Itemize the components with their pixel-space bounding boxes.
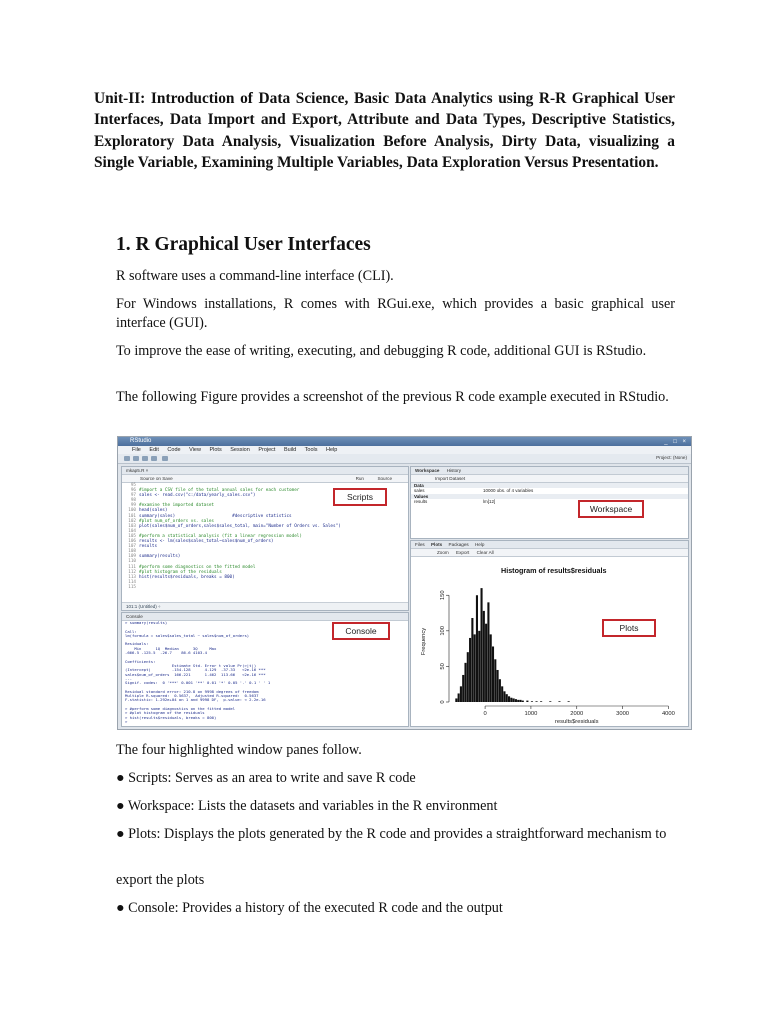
histogram-bar (471, 618, 473, 702)
histogram-bar (540, 701, 542, 702)
histogram-chart (411, 577, 686, 724)
histogram-bar (464, 663, 466, 702)
tab-plots: Plots (430, 542, 443, 547)
line-number: 110 (128, 559, 136, 565)
console-line: > #perform some diagnostics on the fitted model (125, 705, 236, 711)
workspace-values-row (411, 499, 688, 505)
console-line: Call: (125, 628, 137, 634)
unit-label: Unit-II: (94, 90, 146, 107)
code-text: #import a CSV file of the total annual sales for each customer (139, 488, 300, 494)
menu-file: File (132, 447, 141, 453)
histogram-bar (508, 696, 510, 702)
script-tab: mkap5.R × (122, 467, 408, 475)
histogram-bar (487, 602, 489, 702)
source-button: Source (377, 476, 392, 481)
panes-intro: The four highlighted window panes follow. (116, 742, 362, 758)
line-number: 114 (128, 579, 136, 585)
window-buttons: _ □ × (664, 439, 688, 445)
clear-all-button: Clear All (476, 550, 494, 555)
data-row-name: sales (414, 488, 425, 493)
console-line: Coefficients: (125, 658, 156, 664)
tab-help: Help (474, 542, 485, 547)
console-line: sales$num_of_orders 166.221 1.462 113.66 <2e-16 *** (125, 671, 266, 677)
histogram-bar (549, 701, 551, 702)
bullet-workspace: ● Workspace: Lists the datasets and variables in the R environment (116, 798, 498, 814)
console-line: -666.5 -125.5 -26.7 86.6 4103.4 (125, 650, 207, 656)
y-tick-label: 100 (440, 625, 446, 636)
histogram-bar (519, 700, 521, 702)
x-axis-label: results$residuals (555, 719, 599, 724)
values-row-name: results (414, 499, 428, 504)
code-text: results (139, 544, 158, 550)
line-number: 103 (128, 523, 136, 529)
line-number: 99 (130, 503, 136, 509)
histogram-bar (531, 701, 533, 702)
line-number: 95 (130, 483, 136, 488)
histogram-bar (478, 631, 480, 702)
code-text: sales <- read.csv("c:/data/yearly_sales.csv") (139, 493, 256, 499)
histogram-bar (460, 686, 462, 702)
unit-heading (94, 88, 675, 173)
zoom-button: Zoom (437, 550, 449, 555)
paragraph-rgui: For Windows installations, R comes with RGui.exe, which provides a basic graphical user interface (GUI). (116, 296, 675, 331)
console-line: Residuals: (125, 641, 149, 647)
script-line (122, 585, 408, 590)
paragraph-rstudio: To improve the ease of writing, executing, and debugging R code, additional GUI is RStudio. (116, 343, 647, 359)
code-text: hist(results$residuals, breaks = 800) (139, 574, 235, 580)
tab-files: Files (415, 542, 425, 547)
plot-toolbar (411, 549, 688, 557)
console-line: > #plot histogram of the residuals (125, 710, 205, 716)
menu-edit: Edit (149, 447, 159, 453)
console-line: F-statistic: 1.292e+04 on 1 and 9998 DF, p-value: < 2.2e-16 (125, 697, 266, 703)
histogram-bar (494, 659, 496, 702)
histogram-bar (458, 693, 460, 702)
tab-packages: Packages (448, 542, 469, 547)
console-line: > hist(results$residuals, breaks = 800) (125, 714, 217, 720)
import-dataset-button: Import Dataset (435, 476, 466, 481)
workspace-tabs (411, 467, 688, 475)
paragraph-figure-intro: The following Figure provides a screenshot of the previous R code example executed in RStudio. (116, 389, 669, 405)
code-text: #plot num_of_orders vs. sales (139, 518, 215, 524)
console-line: Signif. codes: 0 '***' 0.001 '**' 0.01 '*' 0.05 '.' 0.1 ' ' 1 (125, 680, 271, 686)
y-tick-label: 150 (440, 590, 446, 601)
callout-scripts: Scripts (333, 488, 387, 506)
histogram-bar (476, 595, 478, 702)
console-line: (Intercept) -154.128 4.129 -37.33 <2e-16 *** (125, 667, 266, 673)
y-tick-label: 0 (440, 700, 446, 704)
line-number: 111 (128, 564, 136, 570)
run-button: Run (355, 476, 364, 481)
x-tick-label: 1000 (524, 711, 538, 717)
console-line: Estimate Std. Error t value Pr(>|t|) (125, 662, 257, 668)
line-number: 98 (130, 498, 136, 504)
histogram-bar (510, 698, 512, 702)
workspace-values-header: Values (411, 494, 688, 499)
histogram-bar (455, 698, 457, 702)
histogram-bar (483, 611, 485, 702)
histogram-bar (499, 679, 501, 702)
script-toolbar (122, 475, 408, 483)
code-text: results <- lm(sales$sales_total~sales$num_of_orders) (139, 539, 274, 545)
bullet-plots-continuation: export the plots (116, 872, 205, 888)
save-icon (142, 456, 148, 461)
histogram-bar (522, 701, 524, 702)
console-line: > summary(results) (125, 620, 168, 625)
callout-plots: Plots (602, 619, 656, 637)
y-axis-label: Frequency (421, 627, 427, 656)
x-tick-label: 0 (483, 711, 487, 717)
histogram-bar (568, 701, 570, 702)
line-number: 100 (128, 508, 136, 514)
histogram-bar (513, 698, 515, 702)
menu-bar (118, 446, 691, 454)
code-text: summary(sales) #descriptive statistics (139, 513, 292, 519)
save-all-icon (151, 456, 157, 461)
x-tick-label: 3000 (616, 711, 630, 717)
source-on-save: Source on Save (140, 476, 173, 481)
line-number: 106 (128, 539, 136, 545)
code-text: #perform a statistical analysis (fit a linear regression model) (139, 533, 302, 539)
section-title: 1. R Graphical User Interfaces (116, 234, 371, 255)
console-line: Residual standard error: 210.8 on 9998 degrees of freedom (125, 688, 259, 694)
code-text: head(sales) (139, 508, 168, 514)
menu-code: Code (167, 447, 181, 453)
export-button: Export (456, 550, 470, 555)
histogram-bar (490, 634, 492, 702)
menu-plots: Plots (209, 447, 222, 453)
histogram-bar (506, 694, 508, 702)
y-tick-label: 50 (440, 663, 446, 670)
line-number: 109 (128, 554, 136, 560)
console-line: --- (125, 675, 133, 681)
menu-view: View (189, 447, 201, 453)
workspace-pane (410, 466, 689, 539)
console-line: > (125, 718, 128, 724)
histogram-bar (515, 699, 517, 702)
histogram-bar (501, 686, 503, 702)
code-text: plot(sales$num_of_orders,sales$sales_total, main="Number of Orders vs. Sales") (139, 523, 341, 529)
console-line: Multiple R-squared: 0.5637, Adjusted R-squared: 0.5637 (125, 693, 259, 699)
workspace-data-header: Data (411, 483, 688, 488)
code-text: #examine the imported dataset (139, 503, 215, 509)
histogram-bar (467, 652, 469, 702)
x-tick-label: 4000 (661, 711, 675, 717)
menu-session: Session (230, 447, 250, 453)
main-toolbar (118, 454, 691, 464)
callout-console: Console (332, 622, 390, 640)
line-number: 107 (128, 544, 136, 550)
line-number: 108 (128, 549, 136, 555)
histogram-bar (469, 638, 471, 702)
window-titlebar (118, 437, 691, 446)
histogram-bar (497, 670, 499, 702)
histogram-bar (517, 700, 519, 702)
console-tab: Console (122, 613, 408, 621)
workspace-toolbar (411, 475, 688, 483)
project-label: Project: (None) (656, 455, 687, 460)
menu-project: Project (258, 447, 276, 453)
values-row-value: lm[12] (483, 499, 496, 504)
code-text: #plot histogram of the residuals (139, 569, 222, 575)
line-number: 102 (128, 518, 136, 524)
line-number: 97 (130, 493, 136, 499)
line-number: 104 (128, 528, 136, 534)
histogram-bar (474, 634, 476, 702)
open-file-icon (133, 456, 139, 461)
unit-topics: Introduction of Data Science, Basic Data Analytics using R-R Graphical User Interfaces, Data Import and Export, Attribute and Data Types, Descriptive Statistics, Exploratory Data Analysis, Visualization Before Analysis, Dirty Data, visualizing a Single Variable, Examining Multiple Variables, Data Exploration Versus Presentation. (94, 90, 675, 171)
histogram-bar (485, 624, 487, 702)
rstudio-screenshot (117, 436, 692, 730)
new-file-icon (124, 456, 130, 461)
line-number: 96 (130, 488, 136, 494)
histogram-bar (492, 646, 494, 702)
line-number: 112 (128, 569, 136, 575)
callout-workspace: Workspace (578, 500, 644, 518)
line-number: 113 (128, 574, 136, 580)
print-icon (162, 456, 168, 461)
console-line: lm(formula = sales$sales_total ~ sales$num_of_orders) (125, 632, 250, 638)
x-tick-label: 2000 (570, 711, 584, 717)
tab-history: History (446, 468, 462, 473)
bullet-plots: ● Plots: Displays the plots generated by the R code and provides a straightforward mechanism to (116, 826, 667, 842)
code-text: summary(results) (139, 554, 181, 560)
console-line: Min 1Q Median 3Q Max (125, 645, 217, 651)
histogram-title: Histogram of results$residuals (501, 566, 607, 575)
menu-help: Help (326, 447, 338, 453)
menu-tools: Tools (304, 447, 318, 453)
histogram-bar (481, 588, 483, 702)
menu-build: Build (284, 447, 297, 453)
bullet-scripts: ● Scripts: Serves as an area to write and save R code (116, 770, 416, 786)
line-number: 105 (128, 533, 136, 539)
paragraph-cli: R software uses a command-line interface (CLI). (116, 268, 394, 284)
histogram-bar (536, 701, 538, 702)
code-text: #perform some diagnostics on the fitted model (139, 564, 256, 570)
line-number: 101 (128, 513, 136, 519)
line-number: 115 (128, 584, 136, 590)
window-title: RStudio (130, 438, 152, 444)
tab-workspace: Workspace (415, 468, 440, 473)
bullet-console: ● Console: Provides a history of the executed R code and the output (116, 900, 503, 916)
histogram-bar (526, 701, 528, 702)
workspace-data-row (411, 488, 688, 494)
workspace-list (411, 483, 688, 505)
plot-tabs (411, 541, 688, 549)
histogram-bar (462, 675, 464, 702)
data-row-value: 10000 obs. of 4 variables (483, 488, 534, 493)
script-status: 101:1 (Untitled) ÷ (122, 602, 408, 610)
histogram-bar (558, 701, 560, 702)
histogram-bar (503, 691, 505, 702)
